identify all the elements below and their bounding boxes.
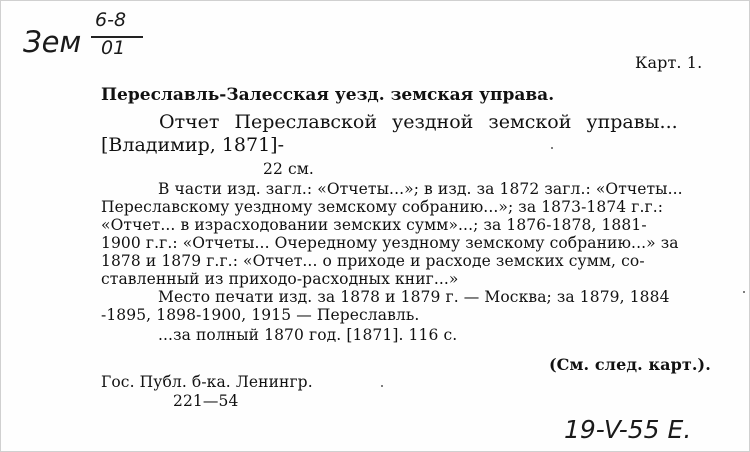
handwritten-numerator: 6-8 — [95, 9, 127, 31]
library: Гос. Публ. б-ка. Ленингр. — [101, 373, 313, 391]
note-line: 1900 г.г.: «Отчеты... Очередному уездному земскому собранию...» за — [101, 234, 679, 252]
handwritten-prefix: Зем — [23, 25, 82, 59]
extent: ...за полный 1870 год. [1871]. 116 с. — [158, 326, 458, 344]
continued-note: (См. след. карт.). — [549, 355, 711, 374]
note-line: Переславскому уездному земскому собранию...»; за 1873-1874 г.г.: — [101, 198, 664, 216]
note-line: «Отчет... в израсходовании земских сумм»...; за 1876-1878, 1881- — [101, 216, 647, 234]
title-line-1: Отчет Переславской уездной земской управы... — [159, 111, 678, 133]
speck — [381, 385, 383, 387]
title-line-2: [Владимир, 1871]- — [101, 134, 285, 156]
place-line: -1895, 1898-1900, 1915 — Переславль. — [101, 306, 420, 324]
size: 22 см. — [263, 160, 314, 178]
note-line: В части изд. загл.: «Отчеты...»; в изд. за 1872 загл.: «Отчеты... — [158, 180, 683, 198]
call-number: 221—54 — [173, 392, 239, 410]
speck — [743, 291, 745, 293]
heading: Переславль-Залесская уезд. земская управа. — [101, 85, 555, 105]
place-line: Место печати изд. за 1878 и 1879 г. — Москва; за 1879, 1884 — [158, 288, 670, 306]
card-number: Карт. 1. — [635, 53, 703, 72]
handwritten-date: 19-V-55 Е. — [564, 415, 692, 444]
handwritten-denominator: 01 — [101, 37, 126, 59]
note-line: 1878 и 1879 г.г.: «Отчет... о приходе и расходе земских сумм, со- — [101, 252, 645, 270]
note-line: ставленный из приходо-расходных книг...» — [101, 270, 459, 288]
speck — [551, 147, 553, 149]
